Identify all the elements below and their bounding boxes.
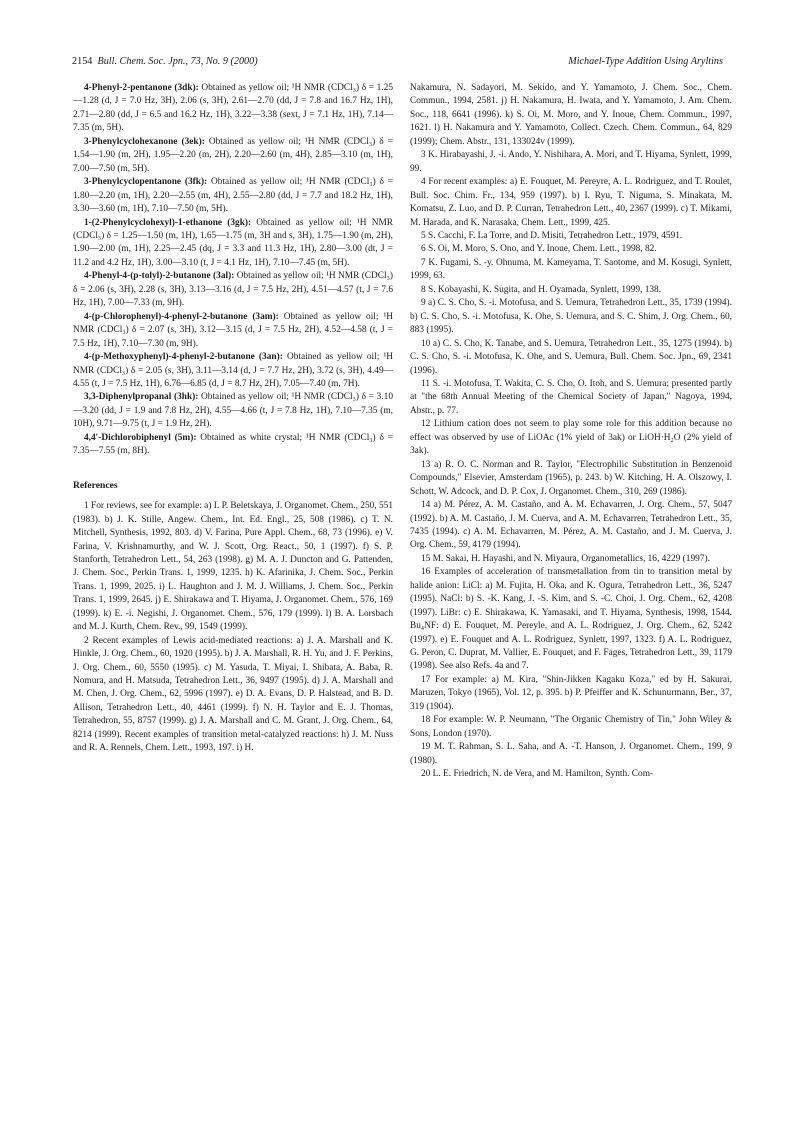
reference-item: 13 a) R. O. C. Norman and R. Taylor, "Electrophilic Substitution in Benzenoid Compounds," Elsevier, Amsterdam (1965), p. 243. b) W. Kitching, H. A. Olszowy, I. Schott, W. Adcock, and D. P. Cox, J. Organomet. Chem., 310, 269 (1986).: [410, 459, 732, 497]
page-number: 2154: [72, 56, 93, 67]
compound-name: 3,3-Diphenylpropanal (3hk):: [84, 392, 199, 403]
reference-item: 17 For example: a) M. Kira, "Shin-Jikken Kagaku Koza," ed by H. Sakurai, Maruzen, Tokyo (1965), Vol. 12, p. 395. b) P. Pfeiffer and K. Schunurmann, Ber., 37, 319 (1904).: [410, 674, 732, 712]
reference-item: 11 S. -i. Motofusa, T. Wakita, C. S. Cho, O. Itoh, and S. Uemura; presented partly at "the 68th Annual Meeting of the Chemical Society of Japan," Nagoya, 1994, Abstr., p. 77.: [410, 378, 732, 416]
compound-nmr-data: Obtained as yellow oil; ¹H NMR (CDCl₃) δ = 3.10—3.20 (dd, J = 1.9 and 7.8 Hz, 2H), 4.55—4.66 (t, J = 7.8 Hz, 1H), 7.10—7.35 (m, 10H), 9.71—9.75 (t, J = 1.9 Hz, 2H).: [73, 392, 393, 430]
compound-nmr-data: Obtained as yellow oil; ¹H NMR (CDCl₃) δ = 2.06 (s, 3H), 2.28 (s, 3H), 3.13—3.16 (d, J = 7.5 Hz, 2H), 4.51—4.57 (t, J = 7.6 Hz, 1H), 7.00—7.33 (m, 9H).: [73, 271, 393, 309]
compound-nmr-data: Obtained as yellow oil; ¹H NMR (CDCl₃) δ = 1.25—1.50 (m, 1H), 1.65—1.75 (m, 3H and s, 3H), 1.75—1.90 (m, 2H), 1.90—2.00 (m, 1H), 2.25—2.45 (dq, J = 3.3 and 11.3 Hz, 1H), 2.80—3.00 (dt, J = 11.2 and 4.2 Hz, 1H), 3.00—3.10 (t, J = 4.1 Hz, 1H), 7.10—7.45 (m, 5H).: [73, 217, 393, 268]
compound-entry: [73, 351, 393, 391]
reference-item: 3 K. Hirabayashi, J. -i. Ando, Y. Nishihara, A. Mori, and T. Hiyama, Synlett, 1999, 99.: [410, 150, 732, 174]
running-title: Michael-Type Addition Using Aryltins: [568, 56, 723, 67]
reference-item: 18 For example: W. P. Neumann, "The Organic Chemistry of Tin," John Wiley & Sons, London (1970).: [410, 715, 732, 739]
compound-entry: [73, 270, 393, 310]
compound-name: 4,4′-Dichlorobiphenyl (5m):: [84, 432, 197, 443]
reference-item: 8 S. Kobayashi, K. Sugita, and H. Oyamada, Synlett, 1999, 138.: [421, 284, 662, 295]
reference-item: 2 Recent examples of Lewis acid-mediated reactions: a) J. A. Marshall and K. Hinkle, J. Org. Chem., 60, 1920 (1995). b) J. A. Marshall, R. H. Yu, and J. F. Perkins, J. Org. Chem., 60, 5550 (1995). c) M. Yasuda, T. Miyai, I. Shibata, A. Baba, R. Nomura, and H. Matsuda, Tetrahedron Lett., 36, 9497 (1995). d) J. A. Marshall and M. Chen, J. Org. Chem., 62, 5996 (1997). e) D. A. Evans, D. P. Halstead, and B. D. Allison, Tetrahedron Lett., 40, 4461 (1999). f) N. H. Taylor and E. J. Thomas, Tetrahedron, 55, 8757 (1999). g) J. A. Marshall and C. M. Grant, J. Org. Chem., 64, 8214 (1999). Recent examples of transition metal-catalyzed reactions: h) J. M. Nuss and R. A. Rennels, Chem. Lett., 1993, 197. i) H.: [73, 635, 393, 754]
compound-name: 1-(2-Phenylcyclohexyl)-1-ethanone (3gk):: [84, 217, 252, 228]
compound-nmr-data: Obtained as yellow oil; ¹H NMR (CDCl₃) δ = 1.25—1.28 (d, J = 7.0 Hz, 3H), 2.06 (s, 3H), 2.61—2.70 (dd, J = 7.8 and 16.7 Hz, 1H), 2.71—2.80 (dd, J = 6.5 and 16.2 Hz, 1H), 3.22—3.38 (sext, J = 7.1 Hz, 1H), 7.14—7.35 (m, 5H).: [73, 83, 393, 134]
reference-item: 1 For reviews, see for example: a) I. P. Beletskaya, J. Organomet. Chem., 250, 551 (1983). b) J. K. Stille, Angew. Chem., Int. Ed. Engl., 25, 508 (1986). c) T. N. Mitchell, Synthesis, 1992, 803. d) V. Farina, Pure Appl. Chem., 68, 73 (1996). e) V. Farina, V. Krishnamurthy, and W. J. Scott, Org. React., 50, 1 (1997). f) S. P. Stanforth, Tetrahedron Lett., 54, 263 (1998). g) M. A. J. Duncton and G. Pattenden, J. Chem. Soc., Perkin Trans. 1, 1999, 1235. h) K. Afarinika, J. Chem. Soc., Perkin Trans. 1, 1999, 2025. i) L. Haughton and J. M. J. Williams, J. Chem. Soc., Perkin Trans. 1, 1999, 2645. j) E. Shirakawa and T. Hiyama, J. Organomet. Chem., 576, 169 (1999). k) E. -i. Negishi, J. Organomet. Chem., 576, 179 (1999). l) B. A. Lorsbach and M. J. Kurth, Chem. Rev., 99, 1549 (1999).: [73, 501, 393, 633]
running-header: [72, 56, 723, 70]
compound-entry: [73, 432, 393, 459]
compound-nmr-data: Obtained as white crystal; ¹H NMR (CDCl₃) δ = 7.35—7.55 (m, 8H).: [73, 432, 393, 457]
reference-item: 9 a) C. S. Cho, S. -i. Motofusa, and S. Uemura, Tetrahedron Lett., 35, 1739 (1994). b) C. S. Cho, S. -i. Motofusa, K. Ohe, S. Uemura, and S. C. Shim, J. Org. Chem., 60, 883 (1995).: [410, 298, 732, 336]
compound-name: 4-Phenyl-2-pentanone (3dk):: [84, 83, 199, 93]
reference-item: 20 L. E. Friedrich, N. de Vera, and M. Hamilton, Synth. Com-: [421, 769, 654, 780]
compound-nmr-data: Obtained as yellow oil; ¹H NMR (CDCl₃) δ = 2.07 (s, 3H), 3.12—3.15 (d, J = 7.5 Hz, 2H), 4.52—4.58 (t, J = 7.5 Hz, 1H), 7.10—7.30 (m, 9H).: [73, 311, 393, 349]
compound-data-list: [73, 82, 393, 459]
compound-entry: [73, 176, 393, 216]
compound-name: 4-Phenyl-4-(p-tolyl)-2-butanone (3al):: [84, 271, 235, 282]
reference-item: 19 M. T. Rahman, S. L. Saha, and A. -T. Hanson, J. Organomet. Chem., 199, 9 (1980).: [410, 742, 732, 766]
compound-entry: [73, 217, 393, 271]
compound-entry: [73, 391, 393, 431]
compound-entry: [73, 136, 393, 176]
reference-item: 4 For recent examples: a) E. Fouquet, M. Pereyre, A. L. Rodriguez, and T. Roulet, Bull. Soc. Chim. Fr., 134, 959 (1997). b) I. Ryu, T. Niguma, S. Minakata, M. Komatsu, Z. Luo, and D. P. Curran, Tetrahedron Lett., 40, 2367 (1999). c) T. Mikami, M. Harada, and K. Narasaka, Chem. Lett., 1999, 425.: [410, 177, 732, 228]
reference-item: 7 K. Fugami, S. -y. Ohnuma, M. Kameyama, T. Saotome, and M. Kosugi, Synlett, 1999, 63.: [410, 257, 732, 282]
reference-item: 12 Lithium cation does not seem to play some role for this addition because no effect was observed by use of LiOAc (1% yield of 3ak) or LiOH·H₂O (2% yield of 3ak).: [410, 419, 732, 457]
header-left: [72, 56, 258, 67]
journal-citation: Bull. Chem. Soc. Jpn., 73, No. 9 (2000): [97, 56, 258, 67]
compound-name: 3-Phenylcyclopentanone (3fk):: [84, 177, 208, 188]
reference-item: 14 a) M. Pérez, A. M. Castaño, and A. M. Echavarren, J. Org. Chem., 57, 5047 (1992). b) A. M. Castaño, J. M. Cuerva, and A. M. Echavarren, Tetrahedron Lett., 35, 7435 (1994). c) A. M. Echavarren, M. Pérez, A. M. Castaño, and J. M. Cuerva, J. Org. Chem., 59, 4179 (1994).: [410, 500, 732, 551]
reference-item: 5 S. Cacchi, F. La Torre, and D. Misiti, Tetrahedron Lett., 1979, 4591.: [421, 230, 683, 241]
references-heading: References: [73, 479, 118, 491]
compound-name: 3-Phenylcyclohexanone (3ek):: [84, 136, 205, 147]
compound-nmr-data: Obtained as yellow oil; ¹H NMR (CDCl₃) δ = 1.80—2.20 (m, 1H), 2.20—2.55 (m, 4H), 2.55—2.80 (dd, J = 7.7 and 18.2 Hz, 1H), 3.30—3.60 (m, 1H), 7.10—7.50 (m, 5H).: [73, 177, 393, 215]
compound-name: 4-(p-Chlorophenyl)-4-phenyl-2-butanone (3am):: [84, 311, 279, 322]
compound-nmr-data: Obtained as yellow oil; ¹H NMR (CDCl₃) δ = 1.54—1.90 (m, 2H), 1.95—2.20 (m, 2H), 2.20—2.60 (m, 4H), 2.85—3.10 (m, 1H), 7.00—7.50 (m, 5H).: [73, 136, 394, 174]
references-list-left: [73, 500, 393, 756]
reference-item: 10 a) C. S. Cho, K. Tanabe, and S. Uemura, Tetrahedron Lett., 35, 1275 (1994). b) C. S. Cho, S. -i. Motofusa, K. Ohe, and S. Uemura, Bull. Chem. Soc. Jpn., 69, 2341 (1996).: [410, 338, 732, 376]
reference-item: 6 S. Oi, M. Moro, S. Ono, and Y. Inoue, Chem. Lett., 1998, 82.: [421, 244, 657, 255]
references-list-right: [410, 82, 732, 782]
compound-entry: [73, 311, 393, 351]
left-column: [73, 82, 393, 756]
reference-item: 16 Examples of acceleration of transmetallation from tin to transition metal by halide anion: LiCl: a) M. Fujita, H. Oka, and K. Ogura, Tetrahedron Lett., 36, 5247 (1995). NaCl: b) S. -K. Kang, J. -S. Kim, and S. -C. Choi, J. Org. Chem., 62, 4208 (1997). LiBr: c) E. Shirakawa, K. Yamasaki, and T. Hiyama, Synthesis, 1998, 1544. Bu₄NF: d) E. Fouquet, M. Pereyle, and A. L. Rodriguez, J. Org. Chem., 62, 5242 (1997). e) E. Fouquet and A. L. Rodriguez, Synlett, 1997, 1323. f) A. L. Rodriguez, G. Peron, C. Duprat, M. Vallier, E. Fouquet, and F. Fages, Tetrahedron Lett., 39, 1179 (1998). See also Refs. 4a and 7.: [410, 567, 732, 672]
right-column: [410, 82, 732, 782]
reference-item: 15 M. Sakai, H. Hayashi, and N. Miyaura, Organometallics, 16, 4229 (1997).: [421, 553, 710, 564]
compound-entry: [73, 82, 393, 136]
compound-nmr-data: Obtained as yellow oil; ¹H NMR (CDCl₃) δ = 2.05 (s, 3H), 3.11—3.14 (d, J = 7.7 Hz, 2H), 3.72 (s, 3H), 4.49—4.55 (t, J = 7.5 Hz, 1H), 6.76—6.85 (d, J = 8.7 Hz, 2H), 7.05—7.40 (m, 7H).: [73, 352, 393, 389]
compound-name: 4-(p-Methoxyphenyl)-4-phenyl-2-butanone (3an):: [84, 352, 283, 363]
reference-item: Nakamura, N. Sadayori, M. Sekido, and Y. Yamamoto, J. Chem. Soc., Chem. Commun., 1994, 2581. j) H. Nakamura, H. Iwata, and Y. Yamamoto, J. Am. Chem. Soc., 118, 6641 (1996). k) S. Oi, M. Moro, and Y. Inoue, Chem. Commun., 1997, 1621. l) H. Nakamura and Y. Yamamoto, Collect. Czech. Chem. Commun., 64, 829 (1999); Chem. Abstr., 131, 133024v (1999).: [410, 83, 732, 147]
